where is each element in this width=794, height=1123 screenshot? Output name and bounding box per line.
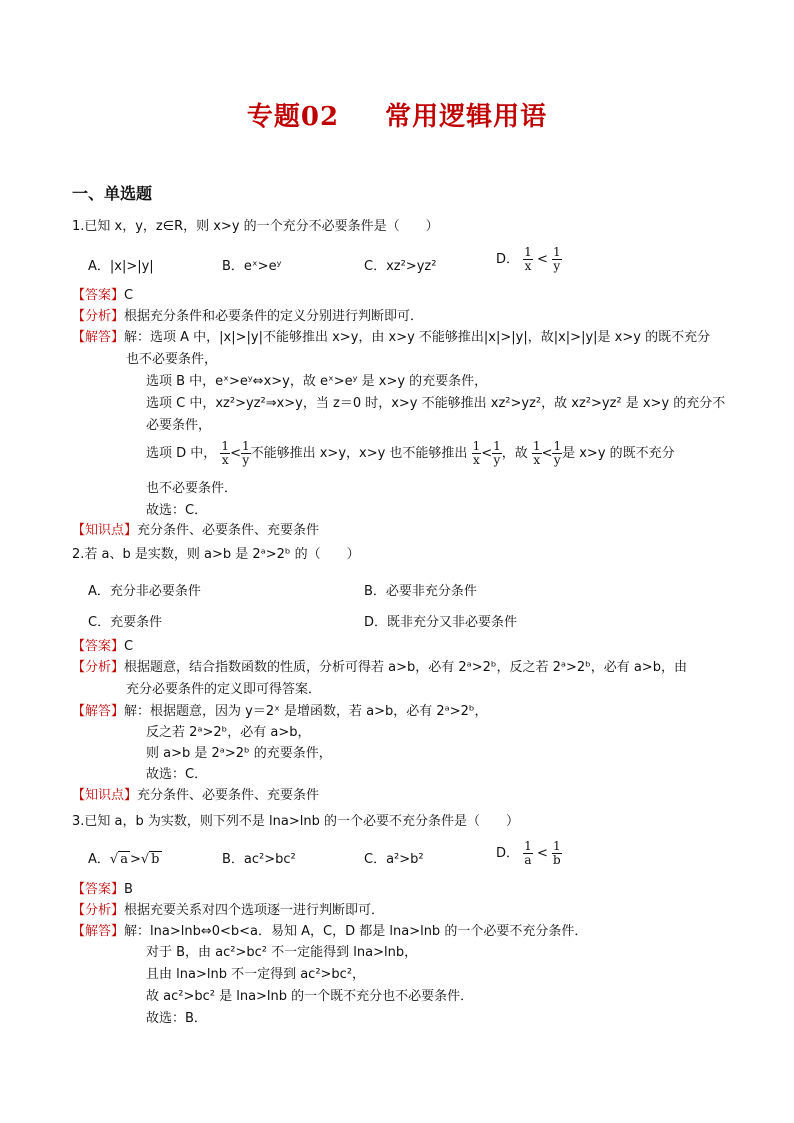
fraction: $\frac{1}{x}$ <box>221 439 230 467</box>
q1-option-b: B．eˣ>eʸ <box>222 259 282 274</box>
q1-solution-line-1: 【解答】解：选项 A 中，|x|>|y|不能够推出 x>y，由 x>y 不能够推出|x|>|y|，故|x|>|y|是 x>y 的既不充分 <box>72 330 711 345</box>
fraction: $\frac{1}{y}$ <box>553 439 562 467</box>
q3-option-c: C．a²>b² <box>364 852 424 867</box>
q3-solution-line-3: 且由 lna>lnb 不一定得到 ac²>bc²， <box>146 967 366 982</box>
sqrt-symbol: √ b <box>140 852 160 867</box>
q3-option-b: B．ac²>bc² <box>222 852 296 867</box>
q2-solution-line-4: 故选：C． <box>146 767 208 782</box>
q1-option-a: A．|x|>|y| <box>88 259 154 274</box>
q2-option-d: D．既非充分又非必要条件 <box>364 615 518 630</box>
q3-answer: 【答案】B <box>72 882 133 897</box>
q3-solution-line-4: 故 ac²>bc² 是 lna>lnb 的一个既不充分也不必要条件． <box>146 989 474 1004</box>
q3-option-a: A．√ a >√ b <box>88 852 160 867</box>
fraction: $\frac{1}{x}$ <box>524 245 532 273</box>
q3-option-d: D． $\frac{1}{a}$ < $\frac{1}{b}$ <box>496 839 561 867</box>
q2-analysis-line-2: 充分必要条件的定义即可得答案． <box>126 682 322 697</box>
page-title <box>0 96 794 133</box>
sqrt-symbol: √ a <box>109 852 128 867</box>
fraction: $\frac{1}{y}$ <box>552 245 561 273</box>
q3-stem: 3.已知 a，b 为实数，则下列不是 lna>lnb 的一个必要不充分条件是（ ） <box>72 814 519 829</box>
q2-solution-line-3: 则 a>b 是 2ᵃ>2ᵇ 的充要条件， <box>146 746 332 761</box>
q2-option-b: B．必要非充分条件 <box>364 584 477 599</box>
fraction: $\frac{1}{x}$ <box>472 439 481 467</box>
fraction: $\frac{1}{x}$ <box>532 439 541 467</box>
q1-stem: 1.已知 x，y，z∈R，则 x>y 的一个充分不必要条件是（ ） <box>72 219 439 234</box>
q1-solution-line-8: 故选：C． <box>146 503 208 518</box>
q1-option-c: C．xz²>yz² <box>364 259 437 274</box>
q1-option-d: D． $\frac{1}{x}$ < $\frac{1}{y}$ <box>496 245 561 273</box>
q3-solution-line-1: 【解答】解：lna>lnb⇔0<b<a．易知 A，C，D 都是 lna>lnb 的一个必要不充分条件． <box>72 924 588 939</box>
fraction: $\frac{1}{a}$ <box>524 839 532 867</box>
q2-solution-line-1: 【解答】解：根据题意，因为 y＝2ˣ 是增函数，若 a>b，必有 2ᵃ>2ᵇ， <box>72 704 488 719</box>
q2-stem: 2.若 a、b 是实数，则 a>b 是 2ᵃ>2ᵇ 的（ ） <box>72 547 360 562</box>
q2-analysis-line-1: 【分析】根据题意，结合指数函数的性质，分析可得若 a>b，必有 2ᵃ>2ᵇ，反之若 2ᵃ>2ᵇ，必有 a>b，由 <box>72 660 687 675</box>
fraction: $\frac{1}{y}$ <box>241 439 250 467</box>
q2-option-c: C．充要条件 <box>88 615 163 630</box>
section-heading: 一、单选题 <box>72 184 153 203</box>
q1-solution-line-3: 选项 B 中，eˣ>eʸ⇔x>y，故 eˣ>eʸ 是 x>y 的充要条件， <box>146 374 488 389</box>
fraction: $\frac{1}{b}$ <box>552 839 561 867</box>
q2-knowledge: 【知识点】充分条件、必要条件、充要条件 <box>72 788 320 803</box>
q1-solution-line-6: 选项 D 中， $\frac{1}{x}$ < $\frac{1}{y}$ 不能够推出 x>y，x>y 也不能够推出 $\frac{1}{x}$ < $\frac{1}{y}$ ，故 $\frac{1}{x}$ < $\frac{1}{y}$ 是 x>y 的既不充分 <box>146 439 675 467</box>
q1-knowledge: 【知识点】充分条件、必要条件、充要条件 <box>72 523 320 538</box>
q2-answer: 【答案】C <box>72 639 134 654</box>
q1-answer: 【答案】C <box>72 288 134 303</box>
title-topic-name: 常用逻辑用语 <box>385 102 548 132</box>
q3-analysis: 【分析】根据充要关系对四个选项逐一进行判断即可． <box>72 903 385 918</box>
title-topic-number: 专题02 <box>246 102 340 132</box>
q2-option-a: A．充分非必要条件 <box>88 584 201 599</box>
q1-analysis: 【分析】根据充分条件和必要条件的定义分别进行判断即可． <box>72 309 424 324</box>
q1-solution-line-2: 也不必要条件， <box>126 352 218 367</box>
fraction: $\frac{1}{y}$ <box>493 439 501 467</box>
q1-solution-line-7: 也不必要条件． <box>146 481 238 496</box>
q3-solution-line-5: 故选：B． <box>146 1011 207 1026</box>
q3-solution-line-2: 对于 B，由 ac²>bc² 不一定能得到 lna>lnb， <box>146 945 418 960</box>
q2-solution-line-2: 反之若 2ᵃ>2ᵇ，必有 a>b， <box>146 725 311 740</box>
q1-solution-line-4: 选项 C 中，xz²>yz²⇒x>y，当 z＝0 时，x>y 不能够推出 xz²>yz²，故 xz²>yz² 是 x>y 的充分不 <box>146 396 726 411</box>
q1-solution-line-5: 必要条件， <box>146 418 212 433</box>
